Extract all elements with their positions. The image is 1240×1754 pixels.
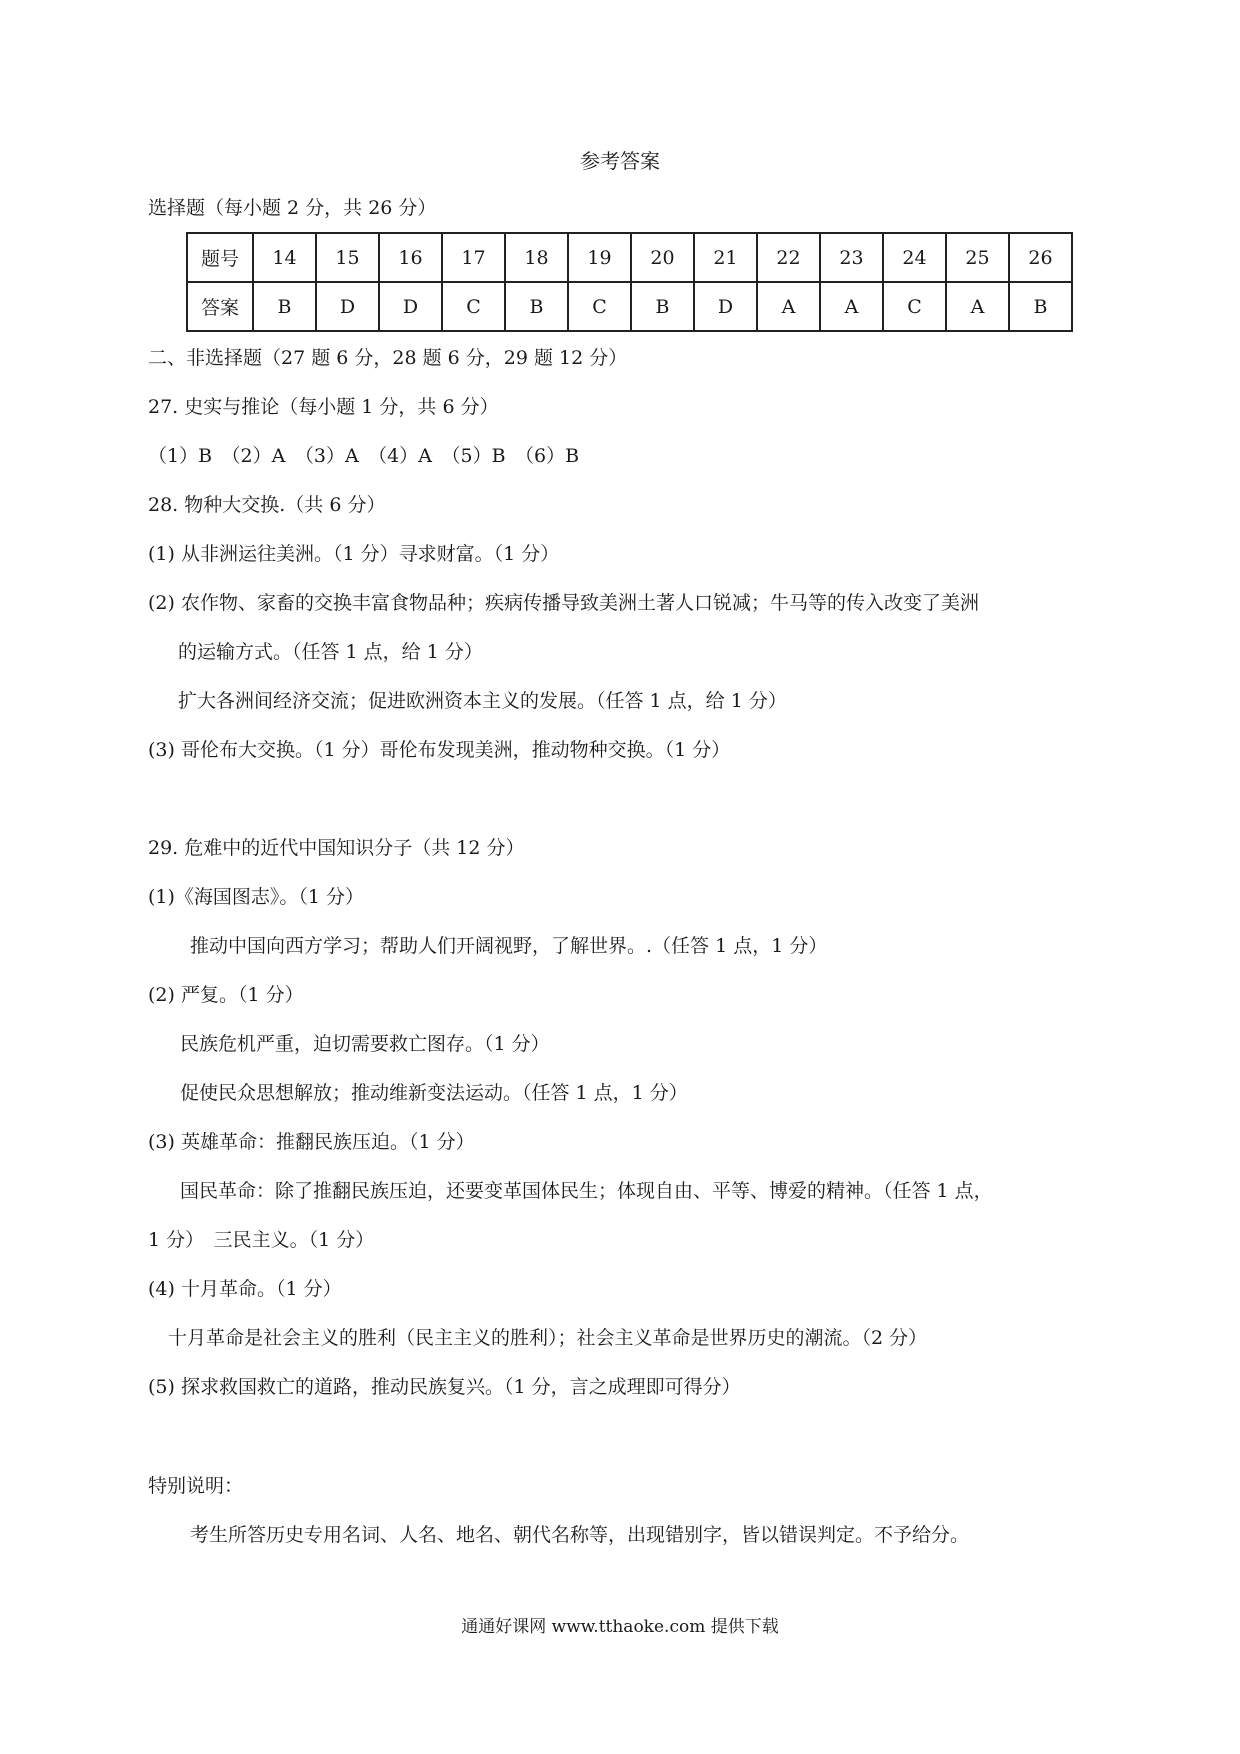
table-cell: 23 xyxy=(820,233,883,282)
table-cell: A xyxy=(757,282,820,331)
table-cell: 14 xyxy=(253,233,316,282)
table-cell: B xyxy=(631,282,694,331)
table-cell: B xyxy=(505,282,568,331)
q28-line: (1) 从非洲运往美洲。（1 分）寻求财富。（1 分） xyxy=(148,543,560,565)
table-cell: C xyxy=(442,282,505,331)
table-cell: A xyxy=(820,282,883,331)
q29-line: (3) 英雄革命：推翻民族压迫。（1 分） xyxy=(148,1131,475,1153)
table-cell: D xyxy=(379,282,442,331)
q29-line: 促使民众思想解放；推动维新变法运动。（任答 1 点，1 分） xyxy=(180,1082,688,1104)
q27-answers: （1）B （2）A （3）A （4）A （5）B （6）B xyxy=(148,445,580,467)
q29-line: 1 分） 三民主义。（1 分） xyxy=(148,1229,375,1251)
page-title: 参考答案 xyxy=(580,149,660,173)
q29-line: (4) 十月革命。（1 分） xyxy=(148,1278,342,1300)
q29-line: 推动中国向西方学习；帮助人们开阔视野，了解世界。.（任答 1 点，1 分） xyxy=(190,935,828,957)
q29-line: (5) 探求救国救亡的道路，推动民族复兴。（1 分，言之成理即可得分） xyxy=(148,1376,741,1398)
table-cell: 15 xyxy=(316,233,379,282)
table-cell: B xyxy=(253,282,316,331)
q28-line: (3) 哥伦布大交换。（1 分）哥伦布发现美洲，推动物种交换。（1 分） xyxy=(148,739,731,761)
note-text: 考生所答历史专用名词、人名、地名、朝代名称等，出现错别字，皆以错误判定。不予给分。 xyxy=(190,1524,970,1546)
table-cell: 24 xyxy=(883,233,946,282)
table-cell: D xyxy=(694,282,757,331)
table-cell: 16 xyxy=(379,233,442,282)
q28-line: 扩大各洲间经济交流；促进欧洲资本主义的发展。（任答 1 点，给 1 分） xyxy=(178,690,787,712)
answer-table xyxy=(186,232,1073,332)
q29-line: 民族危机严重，迫切需要救亡图存。（1 分） xyxy=(180,1033,550,1055)
q29-line: 十月革命是社会主义的胜利（民主主义的胜利）；社会主义革命是世界历史的潮流。（2 分） xyxy=(168,1327,928,1349)
table-cell: 20 xyxy=(631,233,694,282)
q27-heading: 27. 史实与推论（每小题 1 分，共 6 分） xyxy=(148,396,499,418)
table-cell: 19 xyxy=(568,233,631,282)
q29-line: (1)《海国图志》。（1 分） xyxy=(148,886,365,908)
q28-line: (2) 农作物、家畜的交换丰富食物品种；疾病传播导致美洲土著人口锐减；牛马等的传入改变了美洲 xyxy=(148,592,979,614)
table-cell: D xyxy=(316,282,379,331)
table-cell: B xyxy=(1009,282,1072,331)
row-label-number: 题号 xyxy=(187,233,253,282)
table-cell: 26 xyxy=(1009,233,1072,282)
table-cell: 18 xyxy=(505,233,568,282)
q28-heading: 28. 物种大交换.（共 6 分） xyxy=(148,494,386,516)
q28-line: 的运输方式。（任答 1 点，给 1 分） xyxy=(178,641,483,663)
section2-heading: 二、非选择题（27 题 6 分，28 题 6 分，29 题 12 分） xyxy=(148,347,628,369)
table-cell: C xyxy=(568,282,631,331)
table-cell: 21 xyxy=(694,233,757,282)
note-heading: 特别说明： xyxy=(148,1475,244,1497)
footer-download-notice: 通通好课网 www.tthaoke.com 提供下载 xyxy=(461,1617,779,1637)
table-row-answers xyxy=(187,282,1072,331)
table-cell: 17 xyxy=(442,233,505,282)
table-cell: 22 xyxy=(757,233,820,282)
q29-line: (2) 严复。（1 分） xyxy=(148,984,304,1006)
q29-line: 国民革命：除了推翻民族压迫，还要变革国体民生；体现自由、平等、博爱的精神。（任答 1 点， xyxy=(180,1180,993,1202)
table-row-numbers xyxy=(187,233,1072,282)
table-cell: 25 xyxy=(946,233,1009,282)
table-cell: C xyxy=(883,282,946,331)
section1-heading: 选择题（每小题 2 分，共 26 分） xyxy=(148,197,437,219)
table-cell: A xyxy=(946,282,1009,331)
q29-heading: 29. 危难中的近代中国知识分子（共 12 分） xyxy=(148,837,525,859)
row-label-answer: 答案 xyxy=(187,282,253,331)
